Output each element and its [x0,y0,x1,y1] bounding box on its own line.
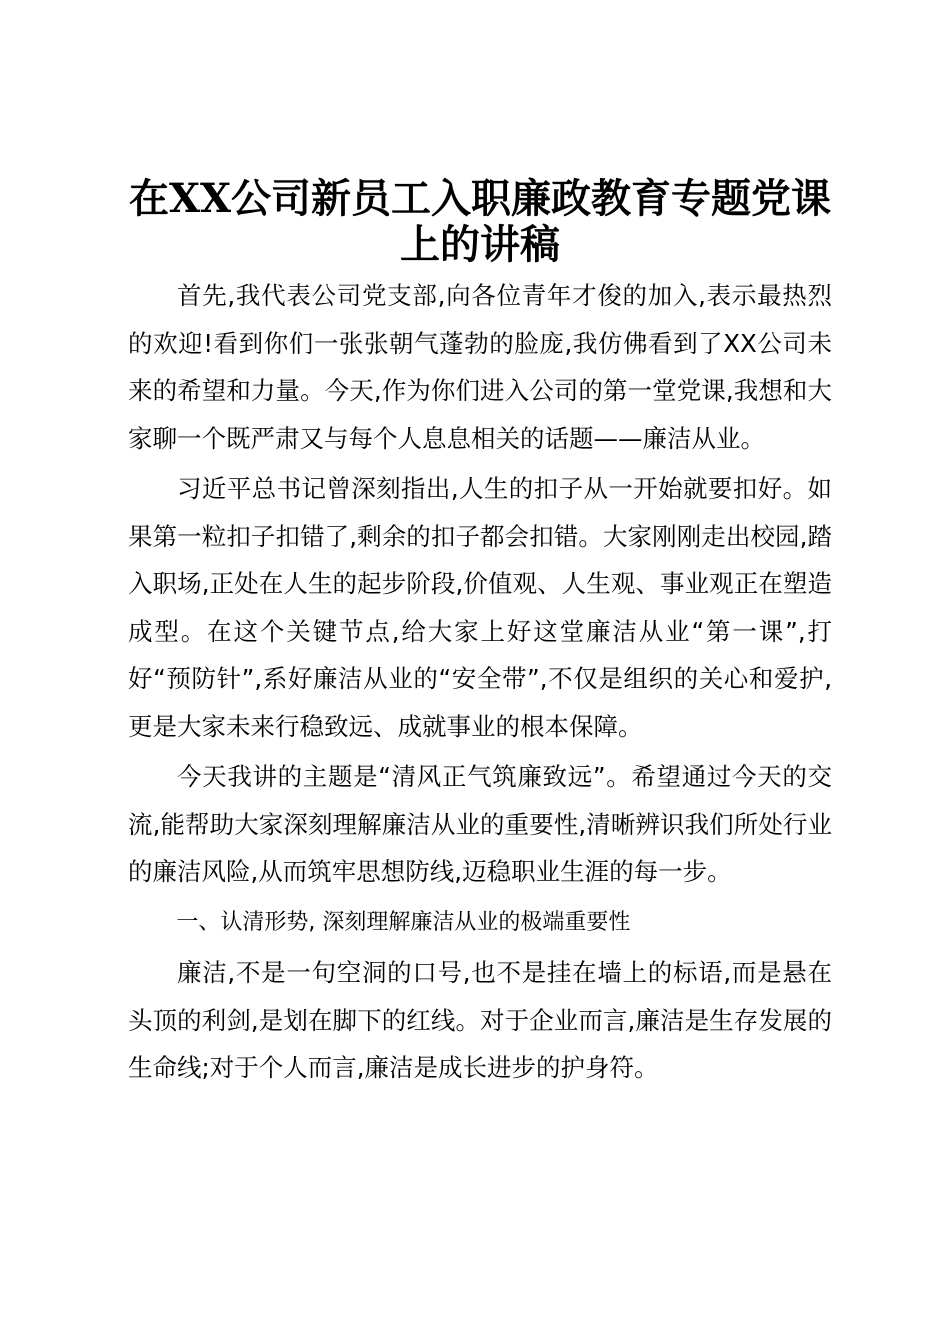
document-body [128,272,832,1092]
paragraph-theme: 今天我讲的主题是“清风正气筑廉致远”。希望通过今天的交流,能帮助大家深刻理解廉洁从业的重要性,清晰辨识我们所处行业的廉洁风险,从而筑牢思想防线,迈稳职业生涯的每一步。 [128,762,832,886]
document-title: 在XX公司新员工入职廉政教育专题党课上的讲稿 [128,175,832,268]
section-heading-1: 一、认清形势, 深刻理解廉洁从业的极端重要性 [176,909,631,935]
paragraph-welcome: 首先,我代表公司党支部,向各位青年才俊的加入,表示最热烈的欢迎!看到你们一张张朝气蓬勃的脸庞,我仿佛看到了XX公司未来的希望和力量。今天,作为你们进入公司的第一堂党课,我想和大家聊一个既严肃又与每个人息息相关的话题——廉洁从业。 [128,281,832,453]
document-page [128,176,832,1092]
paragraph-first-button: 习近平总书记曾深刻指出,人生的扣子从一开始就要扣好。如果第一粒扣子扣错了,剩余的扣子都会扣错。大家刚刚走出校园,踏入职场,正处在人生的起步阶段,价值观、人生观、事业观正在塑造成型。在这个关键节点,给大家上好这堂廉洁从业“第一课”,打好“预防针”,系好廉洁从业的“安全带”,不仅是组织的关心和爱护,更是大家未来行稳致远、成就事业的根本保障。 [128,474,832,741]
paragraph-integrity: 廉洁,不是一句空洞的口号,也不是挂在墙上的标语,而是悬在头顶的利剑,是划在脚下的红线。对于企业而言,廉洁是生存发展的生命线;对于个人而言,廉洁是成长进步的护身符。 [128,958,832,1082]
